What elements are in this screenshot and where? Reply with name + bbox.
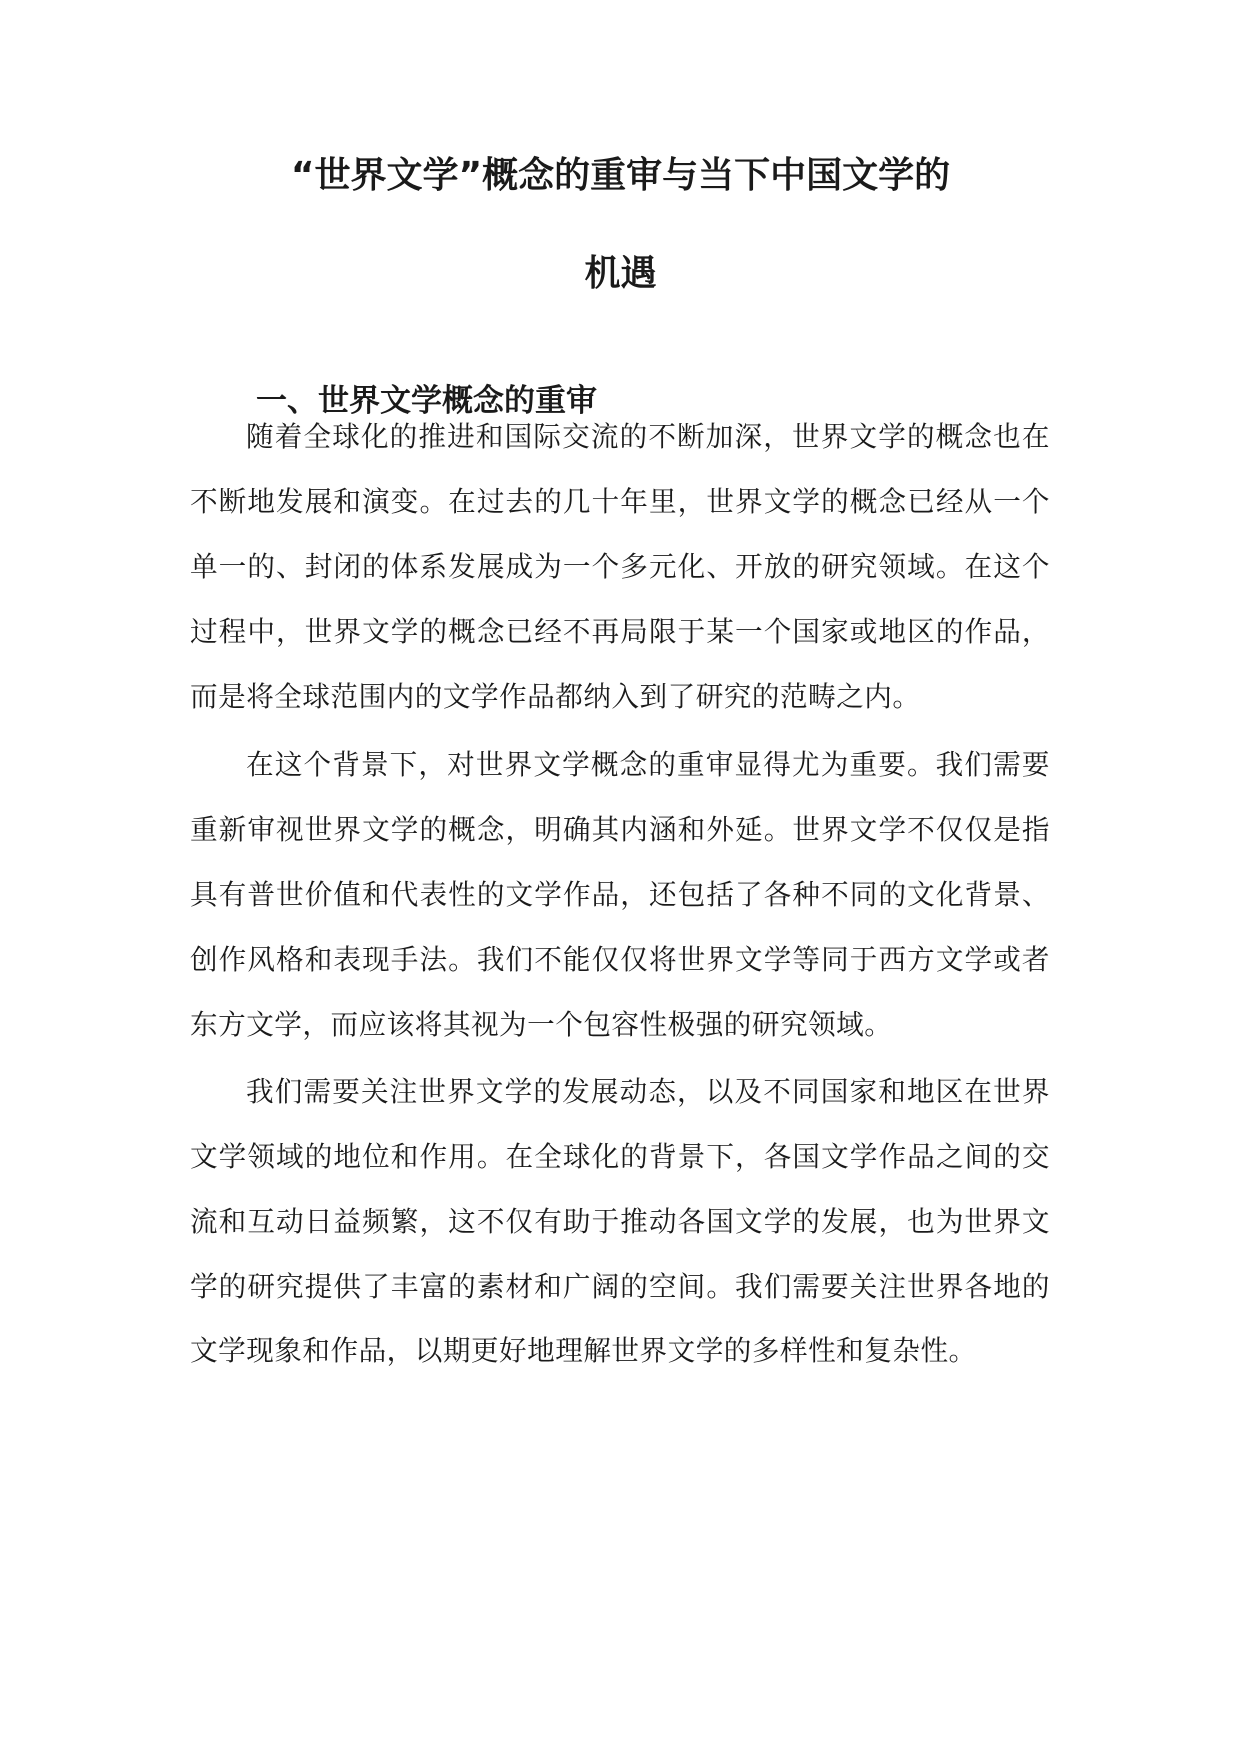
paragraph-2-line-4: 创作风格和表现手法。我们不能仅仅将世界文学等同于西方文学或者 (190, 943, 1050, 976)
paragraph-1-line-3: 单一的、封闭的体系发展成为一个多元化、开放的研究领域。在这个 (190, 550, 1050, 583)
paragraph-1-line-1: 随着全球化的推进和国际交流的不断加深，世界文学的概念也在 (246, 420, 1050, 453)
paragraph-1-line-2: 不断地发展和演变。在过去的几十年里，世界文学的概念已经从一个 (190, 485, 1050, 518)
paragraph-3-line-5: 文学现象和作品，以期更好地理解世界文学的多样性和复杂性。 (190, 1334, 977, 1367)
paragraph-2-line-3: 具有普世价值和代表性的文学作品，还包括了各种不同的文化背景、 (190, 878, 1050, 911)
paragraph-1-line-5: 而是将全球范围内的文学作品都纳入到了研究的范畴之内。 (190, 680, 921, 713)
paragraph-3-line-4: 学的研究提供了丰富的素材和广阔的空间。我们需要关注世界各地的 (190, 1270, 1050, 1303)
section-heading: 一、世界文学概念的重审 (256, 383, 597, 419)
paragraph-1-line-4: 过程中，世界文学的概念已经不再局限于某一个国家或地区的作品， (190, 615, 1050, 648)
paragraph-2-line-1: 在这个背景下，对世界文学概念的重审显得尤为重要。我们需要 (246, 748, 1050, 781)
paragraph-3-line-1: 我们需要关注世界文学的发展动态，以及不同国家和地区在世界 (246, 1075, 1050, 1108)
document-title-line-2: 机遇 (584, 253, 657, 294)
paragraph-3-line-3: 流和互动日益频繁，这不仅有助于推动各国文学的发展，也为世界文 (190, 1205, 1050, 1238)
document-title-line-1: “世界文学”概念的重审与当下中国文学的 (290, 155, 951, 196)
paragraph-3-line-2: 文学领域的地位和作用。在全球化的背景下，各国文学作品之间的交 (190, 1140, 1050, 1173)
paragraph-2-line-5: 东方文学，而应该将其视为一个包容性极强的研究领域。 (190, 1008, 893, 1041)
paragraph-2-line-2: 重新审视世界文学的概念，明确其内涵和外延。世界文学不仅仅是指 (190, 813, 1050, 846)
